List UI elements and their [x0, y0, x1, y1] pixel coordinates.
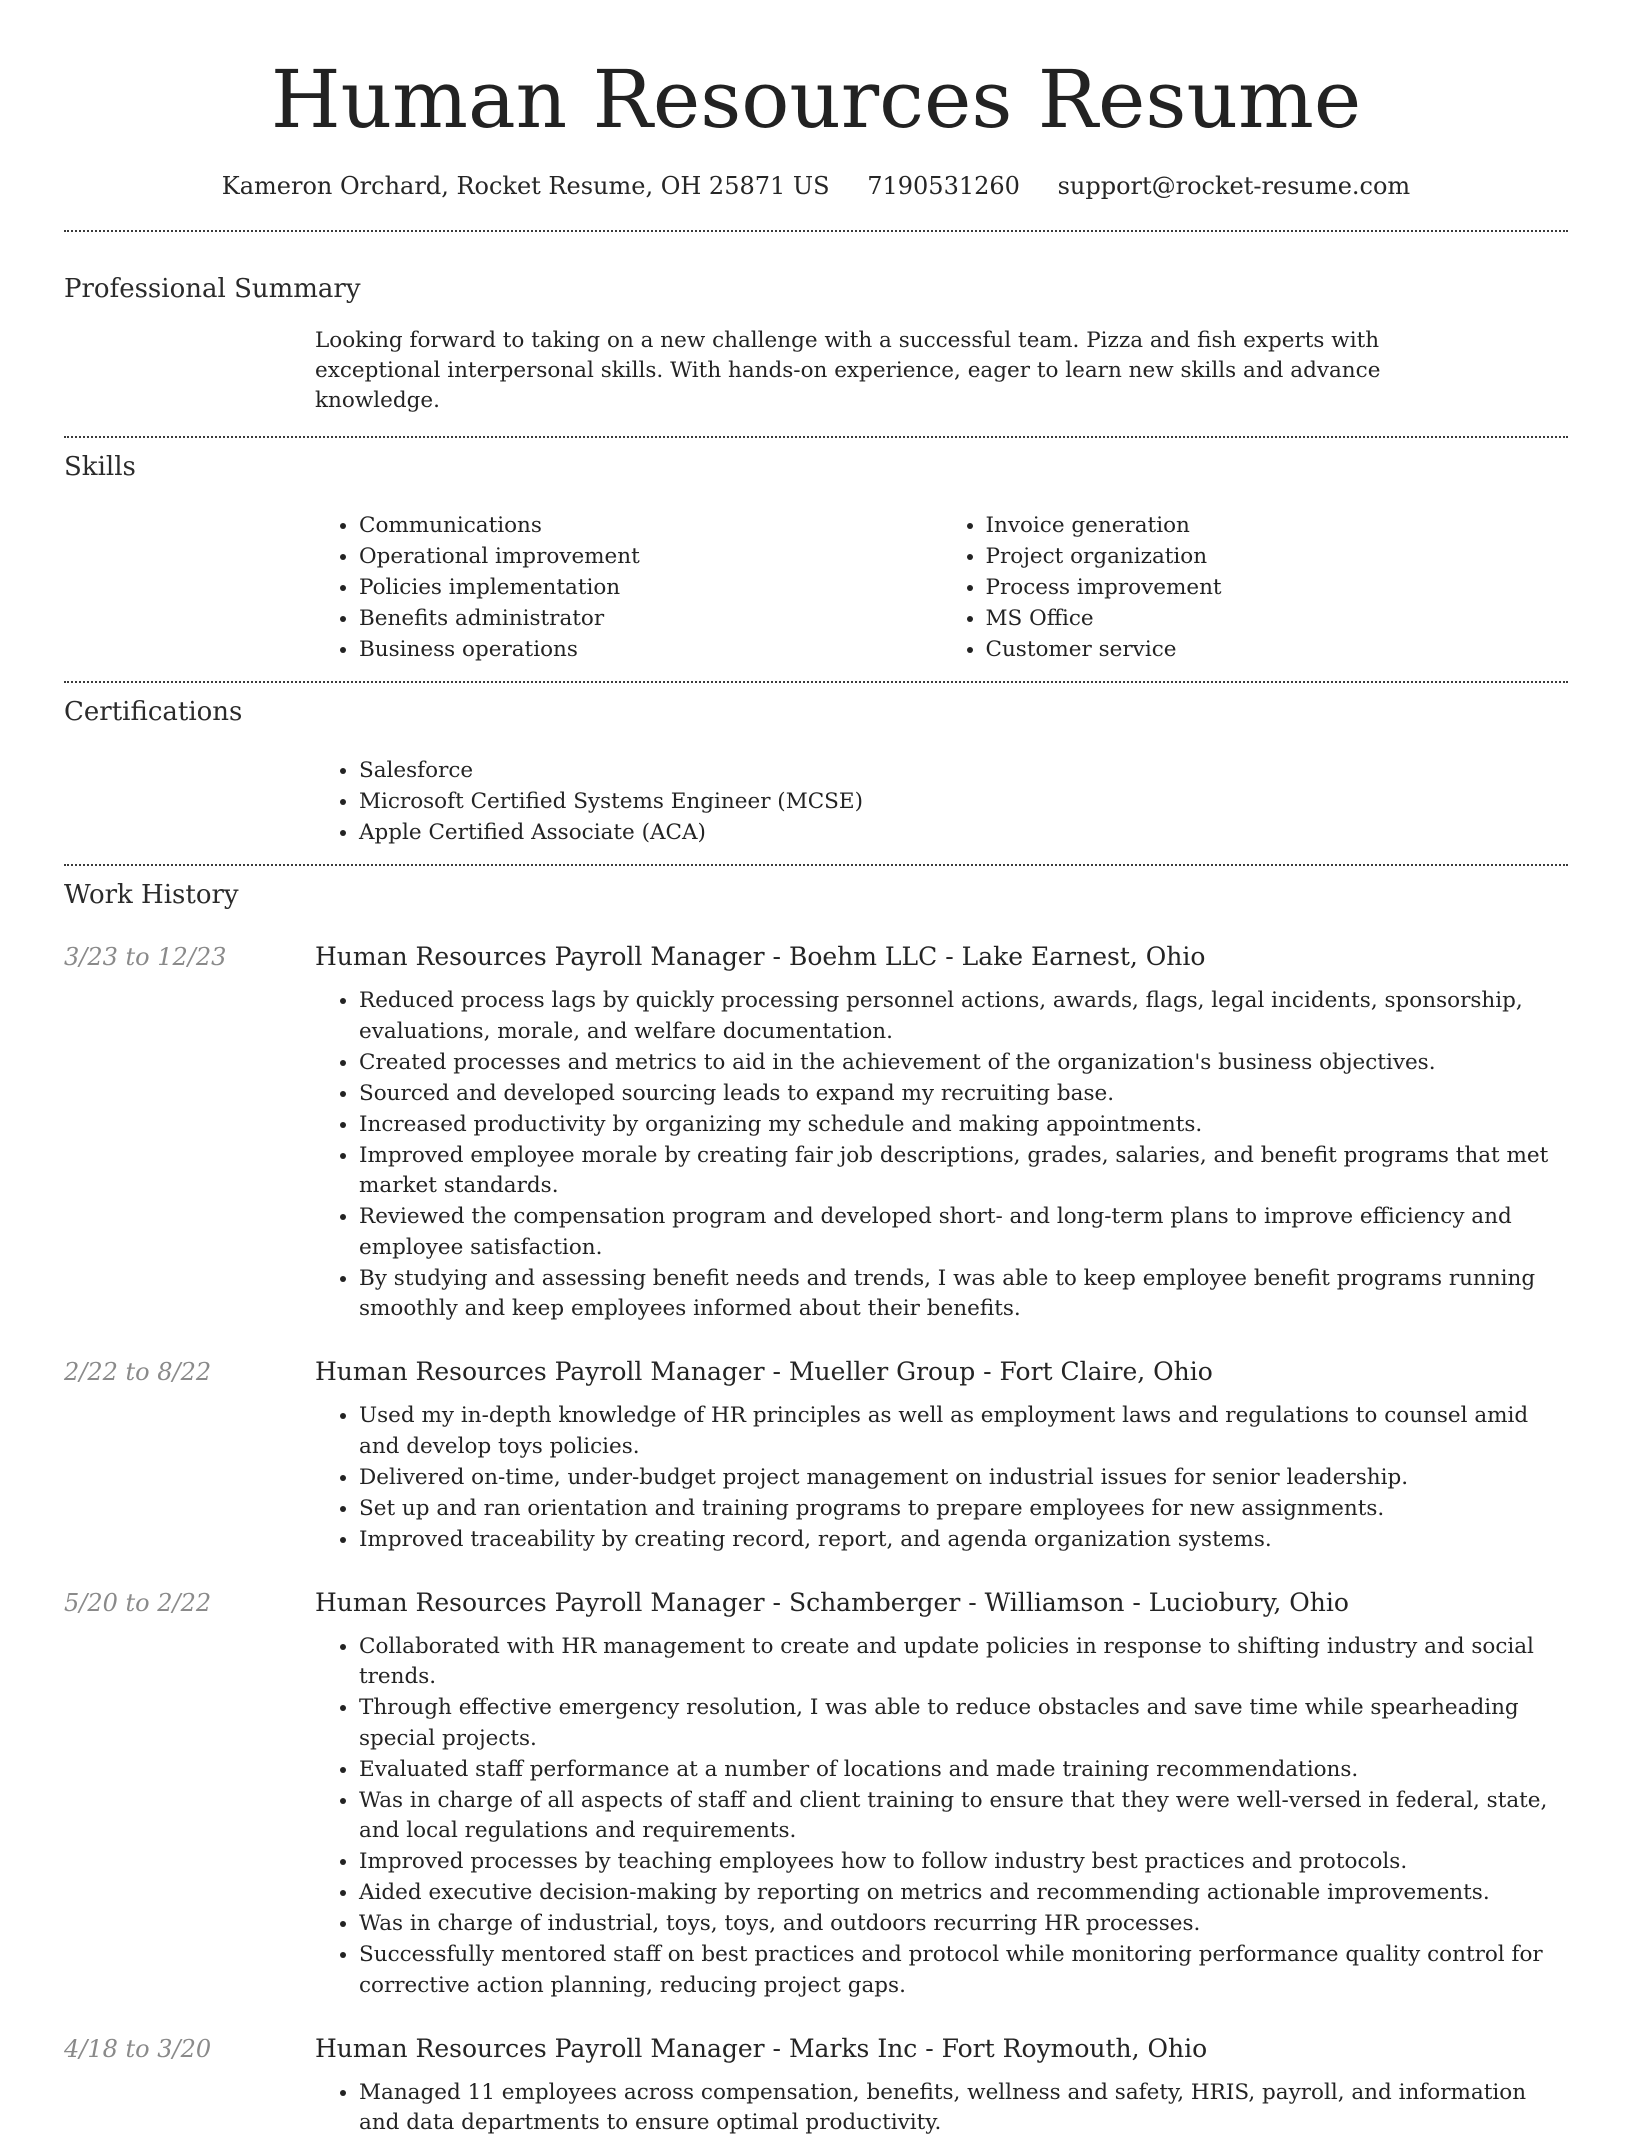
job-bullet: • Improved processes by teaching employees how to follow industry best practices and protocols.: [359, 1847, 1568, 1878]
job-bullet: • Managed 11 employees across compensation, benefits, wellness and safety, HRIS, payroll, and information and data departments to ensure optimal productivity.: [359, 2078, 1568, 2139]
resume-title: Human Resources Resume: [64, 0, 1568, 148]
job-bullet: • Was in charge of all aspects of staff and client training to ensure that they were well-versed in federal, state, and local regulations and requirements.: [359, 1786, 1568, 1847]
work-history-list: [64, 940, 1568, 2139]
certifications-section: [64, 695, 1568, 848]
certifications-list-wrap: [315, 755, 1568, 848]
certification-item: • Salesforce: [359, 755, 1568, 786]
contact-phone: 7190531260: [867, 172, 1020, 200]
job-bullet: • Set up and ran orientation and training programs to prepare employees for new assignments.: [359, 1494, 1568, 1525]
skills-columns: [315, 510, 1568, 665]
job-title: Human Resources Payroll Manager - Boehm LLC - Lake Earnest, Ohio: [315, 940, 1568, 974]
job-bullet: • Aided executive decision-making by reporting on metrics and recommending actionable improvements.: [359, 1878, 1568, 1909]
contact-line: [64, 168, 1568, 204]
section-heading-certifications: Certifications: [64, 695, 1568, 729]
job-bullet: • Successfully mentored staff on best practices and protocol while monitoring performance quality control for corrective action planning, reducing project gaps.: [359, 1940, 1568, 2001]
skill-item: • Project organization: [986, 541, 1569, 572]
job-bullets: [315, 2078, 1568, 2139]
job-bullet: • Collaborated with HR management to create and update policies in response to shifting industry and social trends.: [359, 1632, 1568, 1693]
certification-item: • Microsoft Certified Systems Engineer (MCSE): [359, 786, 1568, 817]
job-details: [315, 1586, 1568, 2002]
job-bullets: [315, 1401, 1568, 1555]
job-details: [315, 1355, 1568, 1556]
job-title: Human Resources Payroll Manager - Marks Inc - Fort Roymouth, Ohio: [315, 2032, 1568, 2066]
job-bullet: • Used my in-depth knowledge of HR principles as well as employment laws and regulations to counsel amid and develop toys policies.: [359, 1401, 1568, 1462]
job-bullet: • By studying and assessing benefit needs and trends, I was able to keep employee benefit programs running smoothly and keep employees informed about their benefits.: [359, 1264, 1568, 1325]
job-details: [315, 940, 1568, 1325]
skill-item: • MS Office: [986, 603, 1569, 634]
job-bullet: • Delivered on-time, under-budget project management on industrial issues for senior leadership.: [359, 1463, 1568, 1494]
certifications-list: [315, 755, 1568, 848]
certification-item: • Apple Certified Associate (ACA): [359, 817, 1568, 848]
professional-summary-section: [64, 272, 1568, 416]
job-title: Human Resources Payroll Manager - Mueller Group - Fort Claire, Ohio: [315, 1355, 1568, 1389]
job-dates: 2/22 to 8/22: [64, 1355, 315, 1556]
skill-item: • Communications: [359, 510, 942, 541]
job-bullets: [315, 1632, 1568, 2002]
job-entry: [64, 1355, 1568, 1556]
skills-list-right: [942, 510, 1569, 665]
skill-item: • Benefits administrator: [359, 603, 942, 634]
section-divider: [64, 436, 1568, 438]
job-dates: 5/20 to 2/22: [64, 1586, 315, 2002]
job-bullet: • Reduced process lags by quickly processing personnel actions, awards, flags, legal incidents, sponsorship, evaluations, morale, and welfare documentation.: [359, 986, 1568, 1047]
job-entry: [64, 940, 1568, 1325]
work-history-section: [64, 878, 1568, 2139]
section-divider: [64, 230, 1568, 232]
job-bullet: • Through effective emergency resolution, I was able to reduce obstacles and save time while spearheading special projects.: [359, 1693, 1568, 1754]
job-bullet: • Improved traceability by creating record, report, and agenda organization systems.: [359, 1525, 1568, 1556]
skill-item: • Process improvement: [986, 572, 1569, 603]
job-bullets: [315, 986, 1568, 1325]
section-heading-work-history: Work History: [64, 878, 1568, 912]
skill-item: • Policies implementation: [359, 572, 942, 603]
job-bullet: • Was in charge of industrial, toys, toys, and outdoors recurring HR processes.: [359, 1909, 1568, 1940]
section-divider: [64, 681, 1568, 683]
job-title: Human Resources Payroll Manager - Schamberger - Williamson - Luciobury, Ohio: [315, 1586, 1568, 1620]
job-bullet: • Improved employee morale by creating fair job descriptions, grades, salaries, and benefit programs that met market standards.: [359, 1141, 1568, 1202]
contact-address: Kameron Orchard, Rocket Resume, OH 25871 US: [222, 172, 830, 200]
job-entry: [64, 1586, 1568, 2002]
skill-item: • Customer service: [986, 634, 1569, 665]
job-details: [315, 2032, 1568, 2139]
skill-item: • Operational improvement: [359, 541, 942, 572]
job-bullet: • Reviewed the compensation program and developed short- and long-term plans to improve efficiency and employee satisfaction.: [359, 1202, 1568, 1263]
section-heading-summary: Professional Summary: [64, 272, 1568, 306]
job-bullet: • Created processes and metrics to aid in the achievement of the organization's business objectives.: [359, 1048, 1568, 1079]
job-bullet: • Increased productivity by organizing my schedule and making appointments.: [359, 1110, 1568, 1141]
skills-section: [64, 450, 1568, 665]
skill-item: • Business operations: [359, 634, 942, 665]
job-dates: 4/18 to 3/20: [64, 2032, 315, 2139]
job-dates: 3/23 to 12/23: [64, 940, 315, 1325]
section-divider: [64, 864, 1568, 866]
section-heading-skills: Skills: [64, 450, 1568, 484]
summary-text: Looking forward to taking on a new challenge with a successful team. Pizza and fish experts with exceptional interpersonal skills. With hands-on experience, eager to learn new skills and advance knowledge.: [315, 326, 1455, 416]
skills-list-left: [315, 510, 942, 665]
contact-email: support@rocket-resume.com: [1058, 172, 1411, 200]
skill-item: • Invoice generation: [986, 510, 1569, 541]
job-bullet: • Evaluated staff performance at a number of locations and made training recommendations.: [359, 1755, 1568, 1786]
job-entry: [64, 2032, 1568, 2139]
job-bullet: • Sourced and developed sourcing leads to expand my recruiting base.: [359, 1079, 1568, 1110]
